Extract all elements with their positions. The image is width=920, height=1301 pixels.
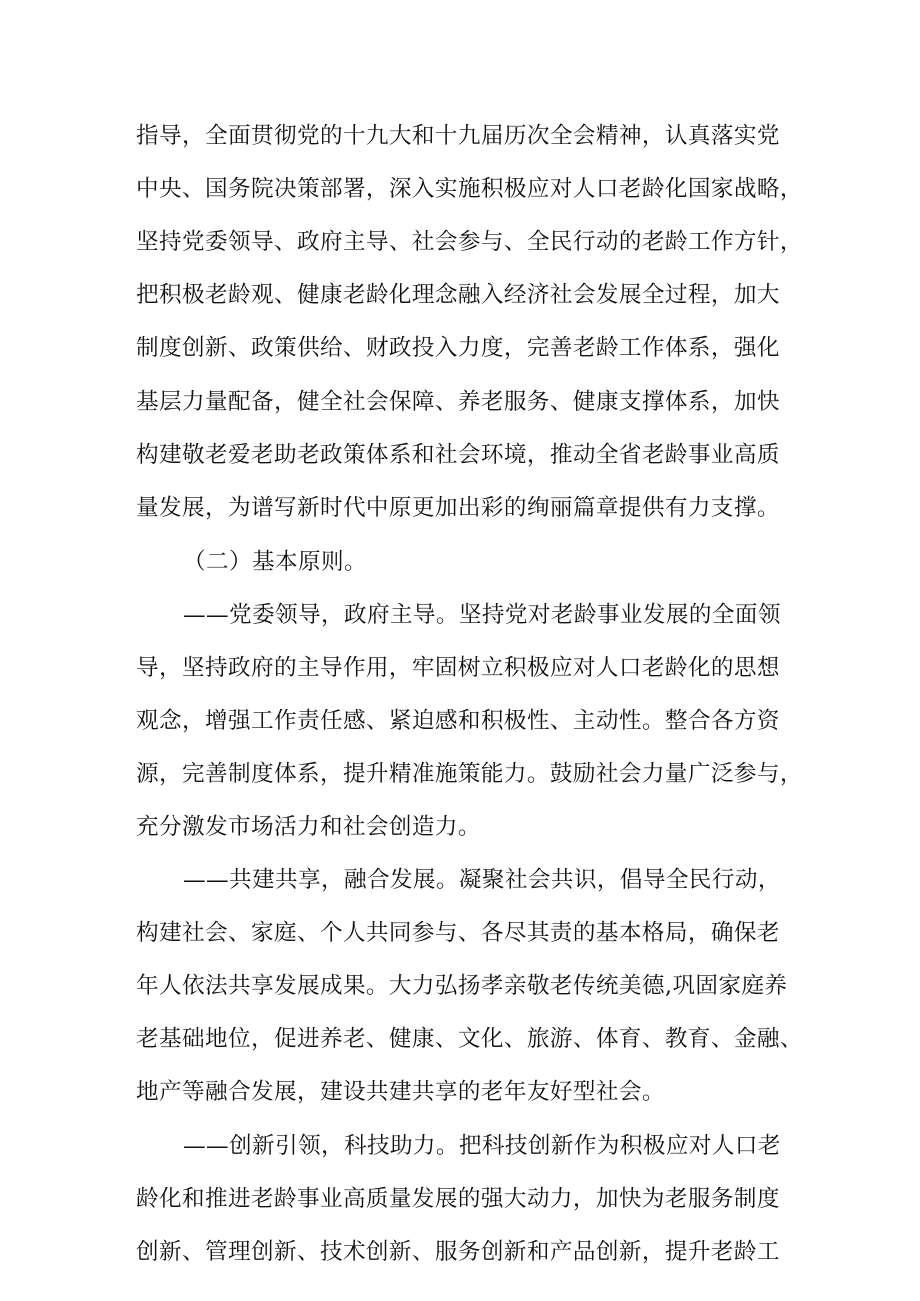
text-line: 地产等融合发展，建设共建共享的老年友好型社会。 bbox=[136, 1079, 665, 1105]
text-line: 充分激发市场活力和社会创造力。 bbox=[136, 814, 481, 840]
text-line: 导，坚持政府的主导作用，牢固树立积极应对人口老龄化的思想 bbox=[136, 655, 780, 681]
text-line: 构建敬老爱老助老政策体系和社会环境，推动全省老龄事业高质 bbox=[136, 442, 780, 468]
text-line: 制度创新、政策供给、财政投入力度，完善老龄工作体系，强化 bbox=[136, 335, 780, 361]
text-line: 构建社会、家庭、个人共同参与、各尽其责的基本格局，确保老 bbox=[136, 920, 780, 946]
text-line: 把积极老龄观、健康老龄化理念融入经济社会发展全过程，加大 bbox=[136, 282, 780, 308]
text-line: 中央、国务院决策部署，深入实施积极应对人口老龄化国家战略， bbox=[136, 176, 803, 202]
text-line: 源，完善制度体系，提升精准施策能力。鼓励社会力量广泛参与， bbox=[136, 761, 803, 787]
text-line: 龄化和推进老龄事业高质量发展的强大动力，加快为老服务制度 bbox=[136, 1186, 780, 1212]
paragraph-start: ——创新引领，科技助力。把科技创新作为积极应对人口老 bbox=[183, 1133, 781, 1159]
text-line: 坚持党委领导、政府主导、社会参与、全民行动的老龄工作方针， bbox=[136, 229, 803, 255]
paragraph-start: ——共建共享，融合发展。凝聚社会共识，倡导全民行动， bbox=[183, 867, 781, 893]
section-heading: （二）基本原则。 bbox=[183, 549, 367, 575]
text-line: 年人依法共享发展成果。大力弘扬孝亲敬老传统美德,巩固家庭养 bbox=[136, 973, 788, 999]
text-line: 老基础地位，促进养老、健康、文化、旅游、体育、教育、金融、 bbox=[136, 1026, 803, 1052]
text-line: 指导，全面贯彻党的十九大和十九届历次全会精神，认真落实党 bbox=[136, 123, 780, 149]
text-line: 基层力量配备，健全社会保障、养老服务、健康支撑体系，加快 bbox=[136, 389, 780, 415]
paragraph-start: ——党委领导，政府主导。坚持党对老龄事业发展的全面领 bbox=[183, 602, 781, 628]
text-line: 观念，增强工作责任感、紧迫感和积极性、主动性。整合各方资 bbox=[136, 708, 780, 734]
text-line: 量发展，为谱写新时代中原更加出彩的绚丽篇章提供有力支撑。 bbox=[136, 495, 780, 521]
text-line: 创新、管理创新、技术创新、服务创新和产品创新，提升老龄工 bbox=[136, 1239, 780, 1265]
